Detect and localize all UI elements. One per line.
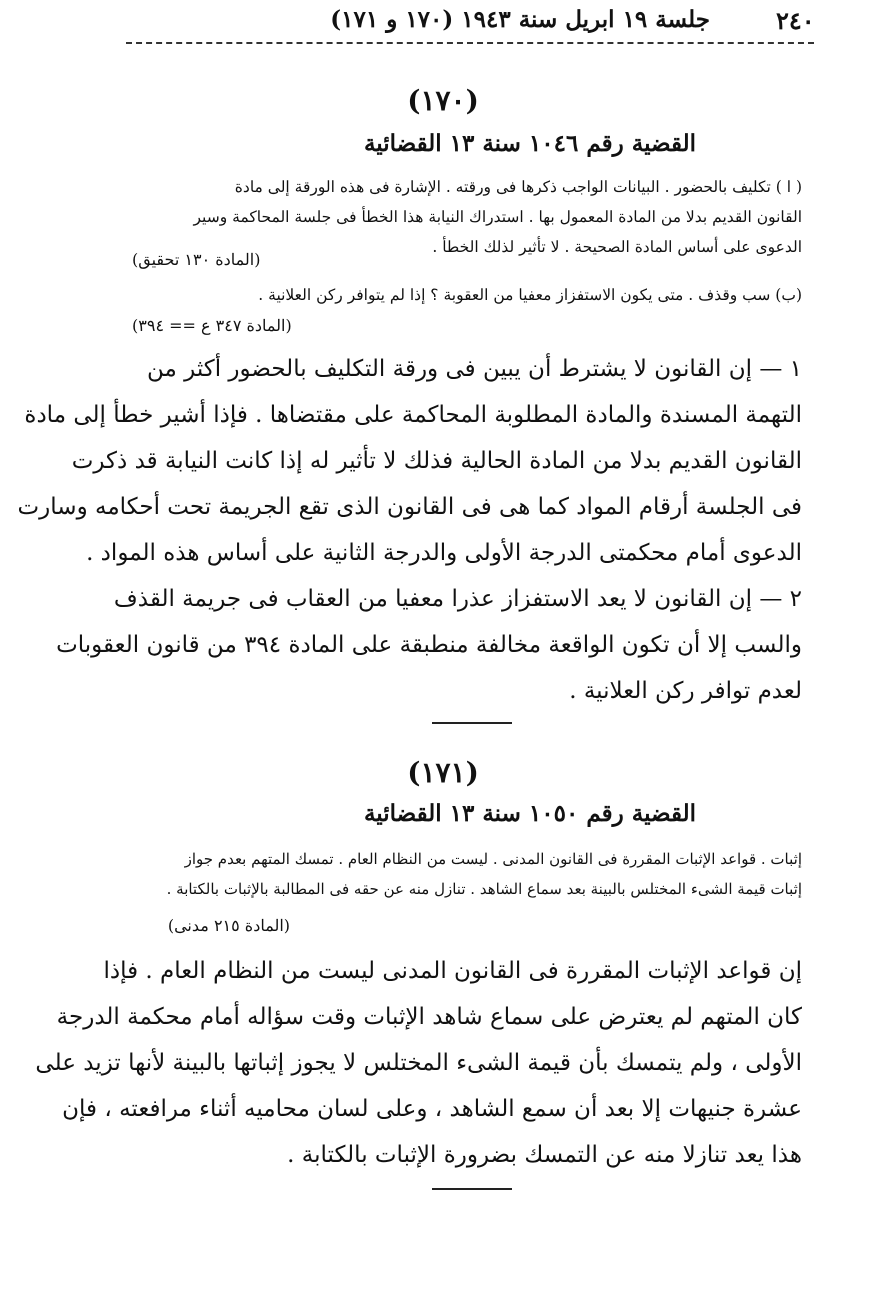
- summary-line: إثبات . قواعد الإثبات المقررة فى القانون المدنى . ليست من النظام العام . تمسك المتهم بعدم جواز: [184, 850, 802, 868]
- section-divider: [432, 722, 512, 724]
- summary-line: (ب) سب وقذف . متى يكون الاستفزاز معفيا من العقوبة ؟ إذا لم يتوافر ركن العلانية .: [258, 286, 802, 304]
- page-number: ٢٤٠: [776, 6, 815, 35]
- case-title: القضية رقم ١٠٤٦ سنة ١٣ القضائية: [363, 130, 696, 157]
- ruling-line: والسب إلا أن تكون الواقعة مخالفة منطبقة على المادة ٣٩٤ من قانون العقوبات: [56, 632, 802, 658]
- ruling-line: الدعوى أمام محكمتى الدرجة الأولى والدرجة الثانية على أساس هذه المواد .: [86, 540, 802, 566]
- ruling-text: [35, 948, 802, 1178]
- ruling-line: إن قواعد الإثبات المقررة فى القانون المدنى ليست من النظام العام . فإذا: [103, 958, 802, 984]
- section-divider: [432, 1188, 512, 1190]
- summary-line: القانون القديم بدلا من المادة المعمول بها . استدراك النيابة هذا الخطأ فى جلسة المحاكمة وسير: [193, 208, 802, 226]
- article-reference: (المادة ٢١٥ مدنى): [167, 916, 290, 935]
- ruling-line: هذا يعد تنازلا منه عن التمسك بضرورة الإثبات بالكتابة .: [287, 1142, 802, 1168]
- ruling-line: التهمة المسندة والمادة المطلوبة المحاكمة على مقتضاها . فإذا أشير خطأ إلى مادة: [24, 402, 802, 428]
- section-number: (١٧٠): [407, 84, 479, 117]
- summary-line: ( ا ) تكليف بالحضور . البيانات الواجب ذكرها فى ورقته . الإشارة فى هذه الورقة إلى مادة: [234, 178, 802, 196]
- header-rule: [126, 42, 814, 44]
- ruling-text: [17, 346, 802, 714]
- case-summary: [102, 172, 802, 262]
- ruling-line: لعدم توافر ركن العلانية .: [569, 678, 802, 704]
- ruling-line: عشرة جنيهات إلا بعد أن سمع الشاهد ، وعلى لسان محاميه أثناء مرافعته ، فإن: [62, 1096, 802, 1122]
- ruling-line: كان المتهم لم يعترض على سماع شاهد الإثبات وقت سؤاله أمام محكمة الدرجة: [56, 1004, 802, 1030]
- ruling-line: ١ — إن القانون لا يشترط أن يبين فى ورقة التكليف بالحضور أكثر من: [146, 356, 802, 382]
- case-summary: [102, 844, 802, 904]
- ruling-line: الأولى ، ولم يتمسك بأن قيمة الشىء المختلس لا يجوز إثباتها بالبينة لأنها تزيد على: [35, 1050, 802, 1076]
- ruling-line: ٢ — إن القانون لا يعد الاستفزاز عذرا معفيا من العقاب فى جريمة القذف: [113, 586, 802, 612]
- ruling-line: القانون القديم بدلا من المادة الحالية فذلك لا تأثير له إذا كانت النيابة قد ذكرت: [71, 448, 802, 474]
- case-summary-b: [102, 280, 802, 310]
- ruling-line: فى الجلسة أرقام المواد كما هى فى القانون الذى تقع الجريمة تحت أحكامه وسارت: [17, 494, 802, 520]
- section-number: (١٧١): [407, 756, 479, 789]
- running-head: جلسة ١٩ ابريل سنة ١٩٤٣ (١٧٠ و ١٧١): [330, 6, 710, 33]
- case-title: القضية رقم ١٠٥٠ سنة ١٣ القضائية: [363, 800, 696, 827]
- page-header: [120, 4, 820, 40]
- summary-line: إثبات قيمة الشىء المختلس بالبينة بعد سماع الشاهد . تنازل منه عن حقه فى المطالبة بالإثبات بالكتابة .: [166, 880, 802, 898]
- article-reference: (المادة ٣٤٧ ع == ٣٩٤): [132, 316, 292, 335]
- article-reference: (المادة ١٣٠ تحقيق): [132, 250, 261, 269]
- summary-line: الدعوى على أساس المادة الصحيحة . لا تأثير لذلك الخطأ .: [432, 238, 802, 256]
